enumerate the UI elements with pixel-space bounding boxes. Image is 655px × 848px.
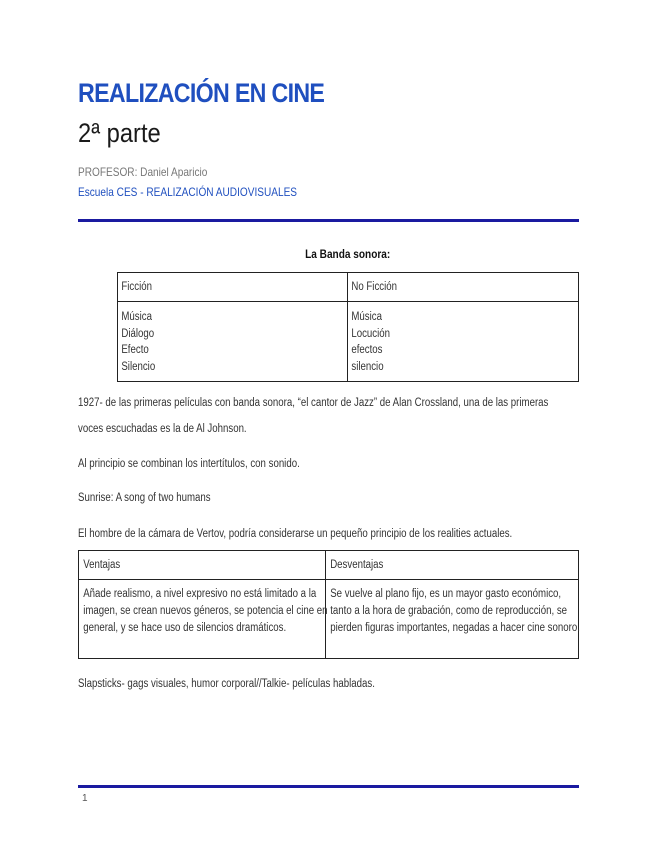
table-cell-desventajas bbox=[326, 580, 579, 659]
ventajas-desventajas-table bbox=[78, 550, 579, 659]
paragraph-intertitulos: Al principio se combinan los intertítulos, con sonido. bbox=[78, 458, 300, 470]
paragraph-1927: 1927- de las primeras películas con banda sonora, “el cantor de Jazz” de Alan Crossland, una de las primeras voces escuchadas es la de Al Johnson. bbox=[78, 397, 549, 435]
list-item: efectos bbox=[351, 344, 383, 356]
school-line: Escuela CES - REALIZACIÓN AUDIOVISUALES bbox=[78, 185, 298, 199]
column-header-desventajas: Desventajas bbox=[330, 559, 384, 571]
table-cell-ficcion bbox=[118, 302, 348, 382]
header-divider bbox=[78, 219, 579, 222]
table-row bbox=[79, 580, 579, 659]
list-item: Efecto bbox=[121, 344, 149, 356]
ficcion-list bbox=[118, 302, 311, 375]
table-header-row bbox=[79, 551, 579, 580]
list-item: Diálogo bbox=[121, 327, 155, 340]
professor-line: PROFESOR: Daniel Aparicio bbox=[78, 165, 208, 179]
ventajas-text: Añade realismo, a nivel expresivo no está limitado a la imagen, se crean nuevos géneros, se potencia el cine en general, y se hace uso de silencios dramáticos. bbox=[83, 588, 328, 634]
table-header-cell bbox=[118, 273, 348, 302]
list-item: Locución bbox=[351, 327, 391, 340]
no-ficcion-list bbox=[348, 302, 541, 375]
list-item: Música bbox=[121, 311, 152, 323]
table-header-row bbox=[118, 273, 579, 302]
table-header-cell bbox=[79, 551, 326, 580]
table-header-cell bbox=[326, 551, 579, 580]
banda-sonora-table bbox=[117, 272, 579, 382]
page-number: 1 bbox=[82, 793, 88, 804]
list-item: Música bbox=[351, 311, 383, 323]
column-header-ficcion: Ficción bbox=[121, 281, 152, 293]
table-row bbox=[118, 302, 579, 382]
paragraph-sunrise: Sunrise: A song of two humans bbox=[78, 492, 211, 504]
table-header-cell bbox=[348, 273, 579, 302]
desventajas-text: Se vuelve al plano fijo, es un mayor gasto económico, tanto a la hora de grabación, como de reproducción, se pierden figuras importantes, negadas a hacer cine sonoro. bbox=[330, 588, 581, 634]
list-item: Silencio bbox=[121, 360, 156, 373]
section-heading bbox=[78, 248, 618, 260]
column-header-ventajas: Ventajas bbox=[83, 559, 121, 571]
list-item: silencio bbox=[351, 360, 385, 373]
column-header-no-ficcion: No Ficción bbox=[351, 281, 398, 293]
paragraph-vertov: El hombre de la cámara de Vertov, podría considerarse un pequeño principio de los realities actuales. bbox=[78, 528, 513, 540]
paragraph-slapsticks: Slapsticks- gags visuales, humor corporal//Talkie- películas habladas. bbox=[78, 678, 375, 690]
table-cell-ventajas bbox=[79, 580, 326, 659]
footer-divider bbox=[78, 785, 579, 788]
table-cell-no-ficcion bbox=[348, 302, 579, 382]
document-title: REALIZACIÓN EN CINE bbox=[78, 78, 325, 108]
document-subtitle: 2ª parte bbox=[78, 118, 161, 148]
section-heading-text: La Banda sonora: bbox=[305, 247, 391, 261]
